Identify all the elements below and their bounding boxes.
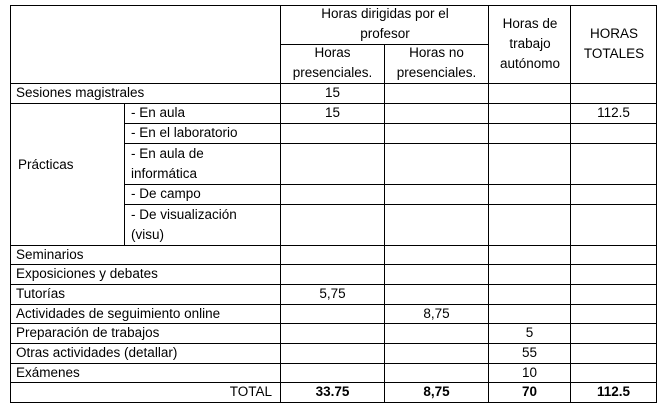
row-label-exposiciones: Exposiciones y debates [16, 266, 158, 281]
cell-examenes-autonomo: 10 [521, 365, 538, 380]
row-label-practicas: Prácticas [18, 157, 74, 172]
grid-line [384, 44, 385, 403]
row-label-sesiones: Sesiones magistrales [16, 85, 145, 100]
row-label-seguimiento: Actividades de seguimiento online [16, 306, 221, 321]
row-label-seminarios: Seminarios [16, 247, 84, 262]
row-label-preparacion: Preparación de trabajos [16, 325, 160, 340]
row-label-otras: Otras actividades (detallar) [16, 345, 178, 360]
grid-line [124, 184, 657, 185]
total-totales: 112.5 [596, 384, 631, 399]
header-group-title: Horas dirigidas por el profesor [321, 6, 449, 41]
total-no-presenciales: 8,75 [423, 384, 450, 399]
header-presenciales: Horas presenciales. [292, 45, 373, 80]
cell-en-aula-totales: 112.5 [597, 105, 630, 120]
cell-seguimiento-no-presenciales: 8,75 [423, 306, 450, 321]
total-presenciales: 33.75 [315, 384, 350, 399]
header-no-presenciales: Horas no presenciales. [396, 45, 477, 80]
row-label-examenes: Exámenes [16, 365, 80, 380]
header-totales: HORAS TOTALES [583, 26, 645, 61]
grid-line [124, 103, 125, 245]
row-label-informatica: - En aula de informática [131, 146, 204, 181]
row-label-laboratorio: - En el laboratorio [131, 125, 238, 140]
row-label-tutorias: Tutorías [16, 286, 66, 301]
row-label-en-aula: - En aula [131, 105, 186, 120]
row-label-campo: - De campo [131, 186, 201, 201]
cell-otras-autonomo: 55 [521, 345, 538, 360]
cell-sesiones-presenciales: 15 [324, 85, 341, 100]
cell-preparacion-autonomo: 5 [525, 325, 534, 340]
grid-line [10, 402, 657, 403]
row-label-visualizacion: - De visualización (visu) [131, 207, 237, 242]
cell-en-aula-presenciales: 15 [324, 105, 341, 120]
total-autonomo: 70 [521, 384, 538, 399]
header-autonomo: Horas de trabajo autónomo [499, 16, 561, 71]
grid-line [10, 245, 657, 246]
total-label: TOTAL [229, 384, 272, 399]
cell-tutorias-presenciales: 5,75 [319, 286, 346, 301]
